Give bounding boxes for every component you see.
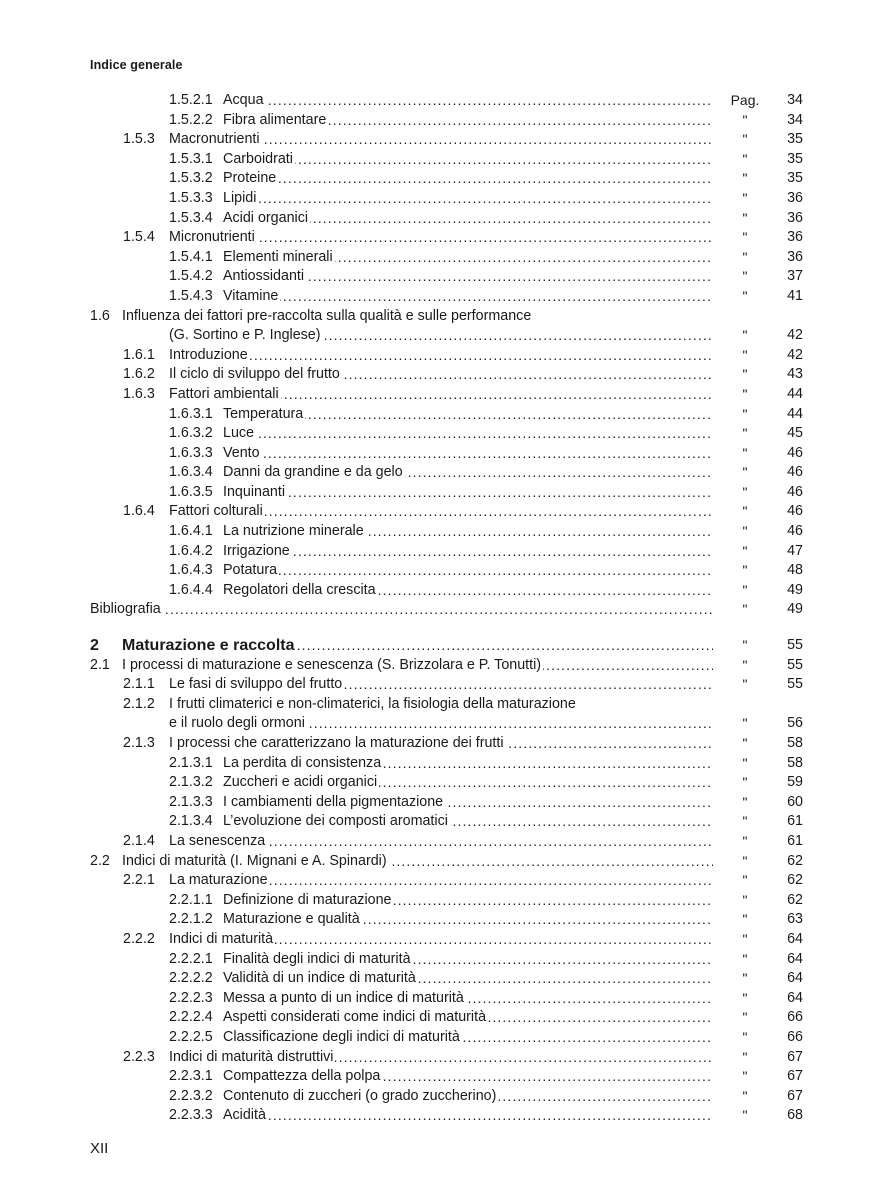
toc-entry [90,111,803,131]
toc-entry-number: 2.2.3.1 [169,1068,213,1085]
toc-entry-page: 46 [787,483,803,500]
toc-entry-title: La nutrizione minerale [223,523,364,540]
toc-entry [90,248,803,268]
toc-entry [90,561,803,581]
toc-entry-number: 2.1.4 [123,832,155,849]
toc-entry-title: Acidità [223,1107,266,1124]
page-number: XII [90,1140,109,1157]
toc-entry-page-label: " [742,970,748,987]
toc-entry-number: 2.2.2.4 [169,1009,213,1026]
toc-entry-page-label: " [742,1068,748,1085]
toc-entry-number: 2.1.2 [123,695,155,712]
toc-entry-title: Macronutrienti [169,131,260,148]
toc-entry-page: 36 [787,248,803,265]
toc-entry-title: Finalità degli indici di maturità [223,950,411,967]
toc-entry-number: 2.1 [90,656,110,673]
toc-entry-title: Vitamine [223,287,279,304]
toc-entry-number: 1.5.2.2 [169,111,213,128]
toc-entry-number: 2.2.3.3 [169,1107,213,1124]
toc-entry-title: Potatura [223,562,278,579]
toc-entry-number: 1.5.4.1 [169,248,213,265]
toc-entry [90,209,803,229]
toc-entry-number: 1.6.1 [123,346,155,363]
toc-entry-title: Temperatura [223,405,304,422]
toc-entry-number: 2.2.3 [123,1048,155,1065]
toc-entry-number: 1.6.3.3 [169,444,213,461]
toc-entry-page: 35 [787,150,803,167]
toc-entry-page: 35 [787,170,803,187]
toc-entry [90,385,803,405]
toc-entry-page: 64 [787,950,803,967]
toc-entry [90,812,803,832]
toc-entry [90,1048,803,1068]
toc-entry-page-label: " [742,774,748,791]
toc-entry [90,695,803,715]
toc-entry [90,656,803,676]
toc-entry [90,852,803,872]
toc-entry-number: 1.5.3.1 [169,150,213,167]
toc-entry-page: 36 [787,229,803,246]
toc-entry [90,600,803,620]
toc-entry-number: 1.6.3.4 [169,464,213,481]
toc-entry-page: 67 [787,1068,803,1085]
toc-entry-page-label: " [742,930,748,947]
toc-entry-number: 1.5.3 [123,131,155,148]
toc-entry [90,228,803,248]
toc-entry-page-label: " [742,793,748,810]
toc-entry-number: 1.5.3.2 [169,170,213,187]
toc-entry-page: 45 [787,425,803,442]
toc-entry-number: 1.6.4.2 [169,542,213,559]
toc-entry-title: Influenza dei fattori pre-raccolta sulla qualità e sulle performance [122,307,532,324]
toc-entry-page-label: " [742,248,748,265]
toc-entry [90,1067,803,1087]
toc-entry-page: 46 [787,464,803,481]
toc-entry-page-label: " [742,464,748,481]
toc-entry-page: 44 [787,385,803,402]
toc-entry-title: Danni da grandine e da gelo [223,464,403,481]
toc-entry-page-label: " [742,813,748,830]
toc-entry-page-label: " [742,637,748,654]
toc-entry-number: 2.1.3 [123,735,155,751]
toc-entry [90,91,803,111]
toc-entry-number: 2 [90,637,99,655]
toc-entry-page: 56 [787,715,803,732]
toc-entry [90,950,803,970]
toc-entry-page: 34 [787,111,803,128]
toc-entry-title: Messa a punto di un indice di maturità [223,989,464,1006]
toc-entry-page-label: " [742,656,748,673]
toc-entry-page: 49 [787,581,803,598]
toc-entry [90,483,803,503]
toc-entry [90,150,803,170]
toc-entry-page-label: " [742,562,748,579]
toc-entry-number: 2.2.2.3 [169,989,213,1006]
toc-entry-page: 61 [787,832,803,849]
toc-entry [90,1106,803,1126]
toc-entry-title: Fattori ambientali [169,385,279,402]
toc-entry-number: 2.2.2 [123,930,155,947]
toc-entry-page-label: " [742,327,748,344]
toc-entry-page: 62 [787,852,803,869]
toc-entry-title: Acqua [223,92,264,108]
toc-entry-page: 66 [787,1009,803,1026]
toc-entry-page-label: " [742,872,748,889]
toc-entry-title: (G. Sortino e P. Inglese) [169,327,321,344]
toc-entry-number: 1.6.3.2 [169,425,213,442]
toc-entry-number: 1.6.4.3 [169,562,213,579]
toc-entry [90,169,803,189]
toc-entry-page-label: " [742,1048,748,1065]
toc-entry-page: 41 [787,287,803,304]
toc-entry-title: Fattori colturali [169,503,263,520]
toc-entry-title: Irrigazione [223,542,290,559]
toc-entry-number: 2.2.2.2 [169,970,213,987]
toc-entry [90,189,803,209]
toc-entry [90,989,803,1009]
toc-entry-page: 55 [787,656,803,673]
toc-entry-page-label: " [742,852,748,869]
toc-entry-title: Micronutrienti [169,229,255,246]
toc-entry [90,773,803,793]
toc-entry-page: 42 [787,346,803,363]
toc-entry-title: Contenuto di zuccheri (o grado zuccherino) [223,1087,497,1104]
toc-entry-page-label: " [742,754,748,771]
toc-entry [90,1087,803,1107]
toc-entry-number: 1.6.4 [123,503,155,520]
toc-entry-title: I processi di maturazione e senescenza (S. Brizzolara e P. Tonutti) [122,656,542,673]
toc-entry [90,405,803,425]
toc-entry-title: Elementi minerali [223,248,333,265]
toc-entry [90,969,803,989]
toc-entry-page-label: " [742,366,748,383]
toc-entry-page-label: " [742,425,748,442]
toc-entry-number: 2.1.3.2 [169,774,213,791]
toc-entry-page-label: " [742,385,748,402]
toc-entry [90,675,803,695]
toc-entry-number: 1.6 [90,307,110,324]
toc-entry [90,832,803,852]
toc-entry-title: Lipidi [223,189,257,206]
toc-entry-title: Inquinanti [223,483,286,500]
toc-entry-title: I processi che caratterizzano la maturazione dei frutti [169,735,504,751]
toc-entry-title: Classificazione degli indici di maturità [223,1028,460,1045]
toc-entry-page-label: " [742,150,748,167]
toc-entry [90,714,803,734]
toc-entry-title: Maturazione e qualità [223,911,360,928]
toc-entry-page: 67 [787,1048,803,1065]
toc-entry [90,1028,803,1048]
toc-entry-page: 44 [787,405,803,422]
toc-entry-title: Validità di un indice di maturità [223,970,416,987]
toc-entry-page-label: " [742,111,748,128]
toc-entry-title: Proteine [223,170,277,187]
toc-entry-number: 1.6.4.1 [169,523,213,540]
toc-entry [90,871,803,891]
toc-entry-number: 1.5.4.3 [169,287,213,304]
toc-entry-title: e il ruolo degli ormoni [169,715,305,732]
toc-entry-page-label: " [742,581,748,598]
toc-chapter [90,636,803,656]
toc-entry-number: 2.2.2.1 [169,950,213,967]
toc-entry-page-label: " [742,832,748,849]
toc-entry-page-label: " [742,1087,748,1104]
toc-entry [90,542,803,562]
toc-entry-page-label: " [742,1107,748,1124]
toc-entry-page: 46 [787,523,803,540]
toc-entry-page: 58 [787,754,803,771]
toc-entry-title: La maturazione [169,872,268,889]
toc-entry-page-label: " [742,131,748,148]
toc-entry-page: 55 [787,676,803,693]
toc-entry-page-label: " [742,715,748,732]
toc-entry-page-label: " [742,542,748,559]
toc-entry-number: 2.2.1.1 [169,891,213,908]
toc-entry-page: 68 [787,1107,803,1124]
toc-entry-title: Carboidrati [223,150,293,167]
toc-entry-title: Bibliografia [90,601,161,618]
toc-entry [90,365,803,385]
toc-entry-page: 67 [787,1087,803,1104]
toc-entry-number: 1.5.3.4 [169,209,213,226]
toc-entry-page: 64 [787,989,803,1006]
toc-entry-page-label: " [742,405,748,422]
toc-entry-page-label: " [742,483,748,500]
toc-entry-page: 35 [787,131,803,148]
toc-entry-page: 66 [787,1028,803,1045]
toc-entry [90,1008,803,1028]
toc-entry-number: 1.6.3 [123,385,155,402]
toc-entry-number: 1.5.3.3 [169,189,213,206]
toc-entry-page: 46 [787,444,803,461]
toc-entry-page-label: " [742,676,748,693]
toc-entry-title: Aspetti considerati come indici di maturità [223,1009,487,1026]
toc-entry-page-label: Pag. [730,92,760,108]
toc-entry-title: Indici di maturità distruttivi [169,1048,334,1065]
toc-entry-title: Il ciclo di sviluppo del frutto [169,366,340,383]
toc-entry-page-label: " [742,989,748,1006]
toc-entry-title: Regolatori della crescita [223,581,376,598]
toc-entry-page-label: " [742,950,748,967]
toc-entry-number: 2.2 [90,852,110,869]
toc-entry [90,522,803,542]
toc-entry-page-label: " [742,523,748,540]
toc-entry-page: 62 [787,891,803,908]
toc-entry-page-label: " [742,444,748,461]
toc-entry-number: 2.2.3.2 [169,1087,213,1104]
toc-entry-page-label: " [742,209,748,226]
toc-entry-page-label: " [742,735,748,751]
toc-entry-title: Introduzione [169,346,248,363]
toc-entry-page: 49 [787,601,803,618]
toc-entry-title: Vento [223,444,260,461]
toc-entry-page: 36 [787,189,803,206]
toc-entry [90,502,803,522]
toc-entry [90,326,803,346]
toc-entry-title: Maturazione e raccolta [122,637,295,655]
toc-entry [90,754,803,774]
toc-entry-number: 2.2.1 [123,872,155,889]
toc-entry-number: 1.5.4.2 [169,268,213,285]
toc-entry-page-label: " [742,346,748,363]
toc-entry-number: 1.6.3.5 [169,483,213,500]
toc-entry-title: Fibra alimentare [223,111,327,128]
toc-entry-page-label: " [742,229,748,246]
toc-entry-title: Antiossidanti [223,268,305,285]
table-of-contents [90,91,803,1126]
toc-entry-number: 2.1.1 [123,676,155,693]
toc-entry-page: 34 [787,92,803,108]
toc-entry-page-label: " [742,170,748,187]
toc-entry-title: Acidi organici [223,209,309,226]
toc-entry-page-label: " [742,1028,748,1045]
toc-entry [90,891,803,911]
toc-entry-number: 2.2.1.2 [169,911,213,928]
toc-entry-page-label: " [742,268,748,285]
toc-entry-page: 36 [787,209,803,226]
toc-entry-number: 1.6.4.4 [169,581,213,598]
toc-entry-page: 43 [787,366,803,383]
toc-entry [90,130,803,150]
toc-entry-page-label: " [742,503,748,520]
toc-entry-number: 1.5.4 [123,229,155,246]
toc-entry-page: 47 [787,542,803,559]
toc-entry [90,267,803,287]
toc-entry-number: 1.6.2 [123,366,155,383]
toc-entry-title: Le fasi di sviluppo del frutto [169,676,343,693]
toc-entry-number: 1.5.2.1 [169,92,213,108]
toc-entry-number: 1.6.3.1 [169,405,213,422]
toc-entry [90,346,803,366]
toc-entry-page: 48 [787,562,803,579]
toc-entry [90,581,803,601]
toc-entry-title: La perdita di consistenza [223,754,382,771]
toc-entry [90,734,803,754]
toc-entry-page: 60 [787,793,803,810]
toc-entry-page-label: " [742,287,748,304]
toc-entry-page: 63 [787,911,803,928]
toc-entry-page-label: " [742,891,748,908]
toc-entry-title: La senescenza [169,832,266,849]
toc-entry [90,307,803,327]
toc-entry [90,463,803,483]
toc-entry [90,910,803,930]
toc-entry-title: Definizione di maturazione [223,891,392,908]
toc-entry-page: 42 [787,327,803,344]
toc-entry [90,930,803,950]
toc-entry-page: 61 [787,813,803,830]
toc-entry [90,424,803,444]
toc-entry-page: 58 [787,735,803,751]
toc-entry-title: I cambiamenti della pigmentazione [223,793,444,810]
toc-entry-page: 64 [787,970,803,987]
toc-entry-title: Zuccheri e acidi organici [223,774,378,791]
toc-entry-number: 2.1.3.4 [169,813,213,830]
toc-entry-page-label: " [742,1009,748,1026]
toc-entry-page: 64 [787,930,803,947]
toc-entry-page: 37 [787,268,803,285]
toc-entry-title: Indici di maturità (I. Mignani e A. Spinardi) [122,852,387,869]
toc-entry-page: 46 [787,503,803,520]
toc-entry [90,793,803,813]
toc-entry-page: 59 [787,774,803,791]
toc-entry [90,444,803,464]
toc-entry-title: L’evoluzione dei composti aromatici [223,813,448,830]
toc-entry-page: 55 [787,637,803,654]
toc-entry-title: Compattezza della polpa [223,1068,381,1085]
toc-entry-title: Indici di maturità [169,930,274,947]
toc-entry-page-label: " [742,911,748,928]
toc-entry-number: 2.1.3.1 [169,754,213,771]
toc-entry-title: Luce [223,425,255,442]
toc-entry-page-label: " [742,601,748,618]
running-head: Indice generale [90,58,183,72]
toc-entry [90,287,803,307]
toc-entry-number: 2.1.3.3 [169,793,213,810]
toc-entry-number: 2.2.2.5 [169,1028,213,1045]
toc-entry-title: I frutti climaterici e non-climaterici, la fisiologia della maturazione [169,695,576,712]
toc-entry-page: 62 [787,872,803,889]
toc-entry-page-label: " [742,189,748,206]
